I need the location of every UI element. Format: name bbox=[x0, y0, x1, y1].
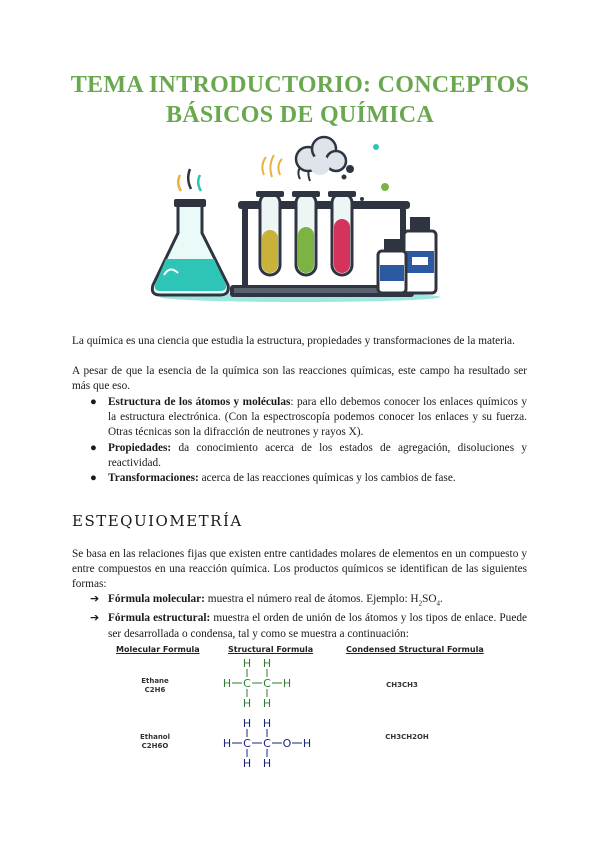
svg-text:H: H bbox=[222, 677, 232, 690]
formula-text-tail: SO bbox=[422, 593, 437, 605]
title-line-1: TEMA INTRODUCTORIO: CONCEPTOS bbox=[70, 72, 530, 98]
ethane-formula: C2H6 bbox=[144, 686, 166, 694]
flask-icon bbox=[152, 169, 228, 295]
ethane-condensed: CH3CH3 bbox=[386, 681, 418, 689]
section-heading: ESTEQUIOMETRÍA bbox=[72, 512, 243, 530]
svg-text:H: H bbox=[222, 737, 232, 750]
formula-text-end: . bbox=[440, 593, 443, 605]
svg-text:H: H bbox=[242, 697, 252, 710]
subscript: 2 bbox=[418, 599, 423, 608]
bullet-icon: ● bbox=[90, 441, 97, 454]
bullet-icon: ● bbox=[90, 472, 97, 485]
list-item bbox=[72, 471, 527, 486]
col-header-molecular: Molecular Formula bbox=[116, 645, 200, 654]
title-line-2: BÁSICOS DE QUÍMICA bbox=[165, 102, 435, 128]
green-test-tube-icon bbox=[292, 163, 320, 275]
red-test-tube-icon bbox=[328, 191, 356, 275]
smoke-cloud-icon bbox=[296, 137, 354, 180]
page-title bbox=[40, 70, 560, 130]
bullet-icon: ● bbox=[90, 396, 97, 408]
intro-paragraph-2: A pesar de que la esencia de la química son las reacciones químicas, este campo ha resultado ser más que eso. bbox=[72, 365, 527, 393]
arrow-right-icon: ➔ bbox=[90, 611, 100, 625]
bullet-term: Propiedades: bbox=[108, 441, 172, 454]
large-bottle-icon bbox=[404, 217, 436, 293]
formula-comparison-figure bbox=[110, 645, 490, 770]
formula-text: muestra el orden de unión de los átomos y los tipos de enlace. Puede ser desarrollada o condensa, tal y como se muestra a continuación: bbox=[108, 612, 527, 640]
col-header-structural: Structural Formula bbox=[228, 645, 314, 654]
svg-text:H: H bbox=[302, 737, 312, 750]
svg-text:H: H bbox=[262, 717, 272, 730]
svg-text:C: C bbox=[243, 677, 251, 690]
bullet-text: : para ello debemos conocer los enlaces químicos y la estructura electrónica. (Con la espectroscopía podemos conocer los enlaces y su fuerza. Otras técnicas son la difracción de neutrones y rayos X). bbox=[108, 396, 527, 439]
bullet-text: acerca de las reacciones químicas y los cambios de fase. bbox=[198, 472, 456, 485]
svg-text:H: H bbox=[242, 757, 252, 770]
formula-types-list bbox=[72, 592, 527, 642]
list-item bbox=[72, 395, 527, 441]
svg-text:H: H bbox=[262, 657, 272, 670]
svg-text:H: H bbox=[262, 697, 272, 710]
col-header-condensed: Condensed Structural Formula bbox=[346, 645, 484, 654]
bubble-icon bbox=[373, 144, 379, 150]
chemistry-lab-illustration bbox=[150, 135, 450, 305]
svg-text:H: H bbox=[242, 657, 252, 670]
yellow-test-tube-icon bbox=[256, 155, 284, 275]
formula-text: muestra el número real de átomos. Ejemplo: H bbox=[204, 593, 419, 605]
ethanol-label bbox=[130, 733, 180, 751]
svg-text:H: H bbox=[262, 757, 272, 770]
concepts-bullet-list bbox=[72, 395, 527, 486]
ethanol-structure bbox=[223, 717, 311, 770]
ethane-label bbox=[130, 677, 180, 695]
svg-text:H: H bbox=[282, 677, 292, 690]
structural-formulas-drawing bbox=[215, 655, 335, 775]
bullet-text: da conocimiento acerca de los estados de agregación, disoluciones y reactividad. bbox=[108, 441, 527, 469]
intro-paragraph-1: La química es una ciencia que estudia la estructura, propiedades y transformaciones de la materia. bbox=[72, 335, 515, 347]
ethanol-name: Ethanol bbox=[139, 733, 171, 741]
list-item bbox=[72, 592, 527, 611]
ethanol-formula: C2H6O bbox=[141, 742, 169, 750]
bubble-icon bbox=[381, 183, 389, 191]
list-item bbox=[72, 611, 527, 641]
formula-term: Fórmula molecular: bbox=[108, 593, 205, 605]
list-item bbox=[72, 441, 527, 471]
formula-term: Fórmula estructural: bbox=[108, 612, 211, 625]
ethane-name: Ethane bbox=[141, 677, 169, 685]
bubble-icon bbox=[360, 197, 364, 201]
svg-text:C: C bbox=[243, 737, 251, 750]
svg-text:C: C bbox=[263, 677, 271, 690]
section-paragraph: Se basa en las relaciones fijas que existen entre cantidades molares de elementos en un compuesto y entre compuestos en una reacción química. Los productos químicos se identifican de las siguientes formas: bbox=[72, 548, 527, 591]
svg-text:C: C bbox=[263, 737, 271, 750]
ethane-structure bbox=[223, 657, 291, 710]
arrow-right-icon: ➔ bbox=[90, 592, 100, 605]
svg-text:O: O bbox=[282, 737, 292, 750]
subscript: 4 bbox=[436, 599, 441, 608]
svg-text:H: H bbox=[242, 717, 252, 730]
ethanol-condensed: CH3CH2OH bbox=[385, 733, 429, 741]
bullet-term: Transformaciones: bbox=[108, 472, 199, 485]
bullet-term: Estructura de los átomos y moléculas bbox=[108, 396, 291, 408]
